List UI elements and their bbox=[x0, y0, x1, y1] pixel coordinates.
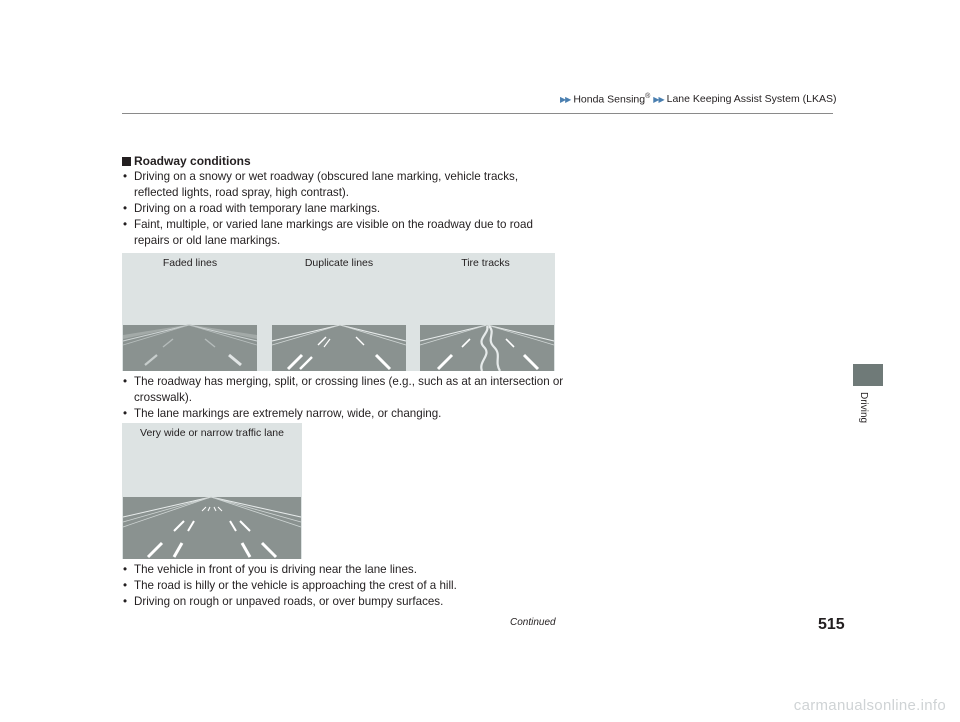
list-item: • The roadway has merging, split, or crossing lines (e.g., such as at an intersection or crosswalk). bbox=[122, 374, 567, 406]
figure-label-duplicate-lines: Duplicate lines bbox=[304, 257, 374, 269]
list-item: • Driving on a road with temporary lane markings. bbox=[122, 201, 562, 217]
chapter-tab[interactable] bbox=[853, 364, 883, 386]
breadcrumb-item-lkas[interactable]: Lane Keeping Assist System (LKAS) bbox=[666, 93, 837, 106]
chapter-tab-label: Driving bbox=[858, 392, 869, 424]
header-rule bbox=[122, 113, 833, 114]
list-item: • Driving on rough or unpaved roads, or over bumpy surfaces. bbox=[122, 594, 567, 610]
section-heading: Roadway conditions bbox=[122, 153, 251, 169]
watermark: carmanualsonline.info bbox=[793, 697, 946, 714]
bullet-list-1 bbox=[122, 169, 562, 249]
road-tire-tracks-image bbox=[420, 325, 554, 371]
list-item: • The vehicle in front of you is driving near the lane lines. bbox=[122, 562, 567, 578]
breadcrumb-item-honda-sensing[interactable]: Honda Sensing® bbox=[573, 93, 651, 106]
bullet-list-2 bbox=[122, 374, 567, 422]
breadcrumb bbox=[560, 93, 836, 106]
figure-label-faded-lines: Faded lines bbox=[162, 257, 218, 269]
road-duplicate-lines-image bbox=[272, 325, 406, 371]
figure-label-tire-tracks: Tire tracks bbox=[461, 257, 510, 269]
list-item: • Driving on a snowy or wet roadway (obscured lane marking, vehicle tracks, reflected lights, road spray, high contrast). bbox=[122, 169, 562, 201]
triangle-arrow-icon: ▶▶ bbox=[560, 94, 571, 104]
list-item: • Faint, multiple, or varied lane markings are visible on the roadway due to road repairs or old lane markings. bbox=[122, 217, 562, 249]
wide-narrow-lane-figure bbox=[122, 423, 302, 559]
lane-markings-figure bbox=[122, 253, 555, 371]
figure-label-wide-narrow-lane: Very wide or narrow traffic lane bbox=[140, 427, 284, 439]
list-item: • The lane markings are extremely narrow, wide, or changing. bbox=[122, 406, 567, 422]
road-illustrations bbox=[122, 253, 555, 371]
page-number: 515 bbox=[818, 616, 845, 633]
road-wide-lane-image bbox=[122, 423, 302, 559]
bullet-list-3 bbox=[122, 562, 567, 610]
triangle-arrow-icon: ▶▶ bbox=[653, 94, 664, 104]
road-faded-lines-image bbox=[123, 325, 257, 372]
list-item: • The road is hilly or the vehicle is approaching the crest of a hill. bbox=[122, 578, 567, 594]
continued-label: Continued bbox=[510, 617, 556, 628]
square-bullet-icon bbox=[122, 157, 131, 166]
